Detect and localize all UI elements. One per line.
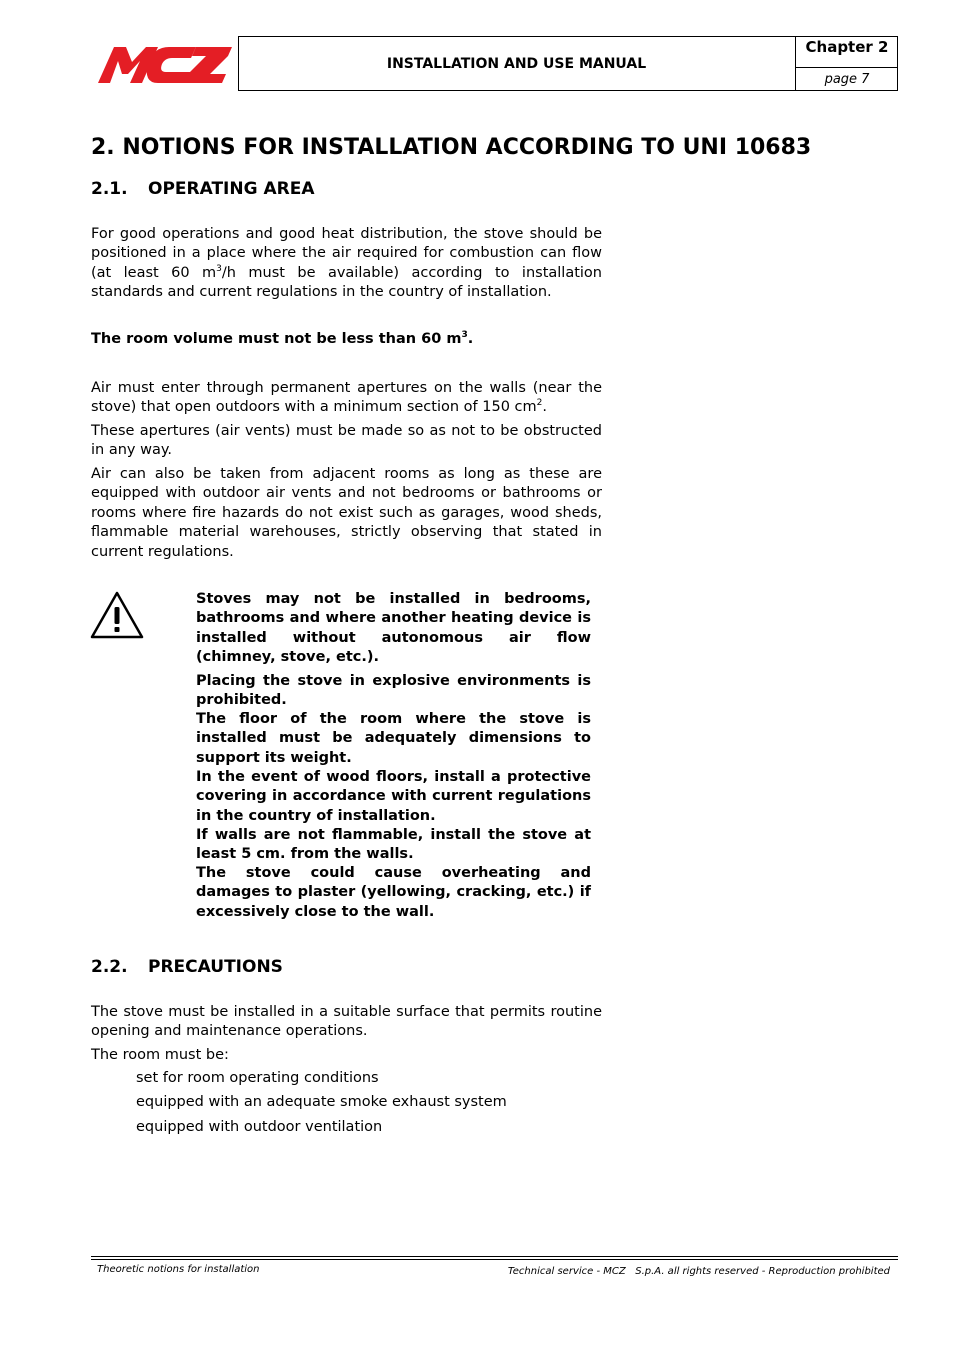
superscript: 2	[536, 398, 543, 409]
warning-text: The floor of the room where the stove is installed must be adequately dimensions to support its weight.	[196, 711, 591, 766]
paragraph-text: /h must be available) according to installation standards and current regulations in the country of installation.	[91, 264, 602, 301]
paragraph-room-must: The room must be:	[91, 1047, 229, 1063]
section-title: PRECAUTIONS	[148, 957, 283, 977]
section-number: 2.1.	[91, 179, 128, 199]
paragraph-air-flow	[91, 225, 602, 303]
list-item: set for room operating conditions	[136, 1070, 379, 1086]
list-item: equipped with an adequate smoke exhaust system	[136, 1094, 507, 1110]
section-heading-operating-area	[91, 179, 315, 199]
paragraph-air-vents: These apertures (air vents) must be made so as not to be obstructed in any way.	[91, 423, 602, 459]
warning-text: The stove could cause overheating and damages to plaster (yellowing, cracking, etc.) if excessively close to the wall.	[196, 865, 591, 920]
footer-rule	[91, 1256, 898, 1257]
chapter-label: Chapter 2	[805, 38, 889, 56]
page-title: 2. NOTIONS FOR INSTALLATION ACCORDING TO UNI 10683	[91, 135, 812, 160]
paragraph-surface: The stove must be installed in a suitable surface that permits routine opening and maintenance operations.	[91, 1004, 602, 1040]
paragraph-apertures	[91, 379, 602, 418]
section-heading-precautions	[91, 957, 283, 977]
warning-text: If walls are not flammable, install the stove at least 5 cm. from the walls.	[196, 827, 591, 863]
section-number: 2.2.	[91, 957, 128, 977]
paragraph-text: .	[467, 331, 474, 347]
room-volume-note	[91, 330, 602, 349]
mcz-logo	[92, 42, 234, 88]
header-divider	[795, 67, 898, 68]
page-number: page 7	[824, 72, 870, 87]
warning-text: Stoves may not be installed in bedrooms, bathrooms and where another heating device is installed without autonomous air flow (chimney, stove, etc.).	[196, 591, 591, 666]
footer-copyright: Technical service - MCZ S.p.A. all rights reserved - Reproduction prohibited	[507, 1266, 890, 1277]
footer-section-name: Theoretic notions for installation	[97, 1264, 260, 1275]
section-title: OPERATING AREA	[148, 179, 315, 199]
superscript: 3	[216, 263, 222, 274]
paragraph-text: .	[542, 399, 547, 416]
list-item: equipped with outdoor ventilation	[136, 1119, 383, 1135]
manual-title: INSTALLATION AND USE MANUAL	[386, 55, 647, 72]
warning-text: In the event of wood floors, install a protective covering in accordance with current regulations in the country of installation.	[196, 769, 591, 824]
superscript: 3	[461, 330, 468, 341]
warning-triangle-icon	[90, 590, 144, 640]
paragraph-text: The room volume must not be less than 60 m	[91, 331, 462, 347]
paragraph-text: Air must enter through permanent apertures on the walls (near the stove) that open outdoors with a minimum section of 150 cm	[91, 380, 602, 416]
warning-text: Placing the stove in explosive environments is prohibited.	[196, 673, 591, 709]
paragraph-adjacent-rooms: Air can also be taken from adjacent rooms as long as these are equipped with outdoor air vents and not bedrooms or bathrooms or rooms where fire hazards do not exist such as garages, wood sheds, flammable material warehouses, strictly observing that stated in current regulations.	[91, 466, 602, 560]
paragraph-text: For good operations and good heat distribution, the stove should be positioned in a place where the air required for combustion can flow (at least 60 m	[91, 226, 602, 281]
footer-rule	[91, 1259, 898, 1260]
